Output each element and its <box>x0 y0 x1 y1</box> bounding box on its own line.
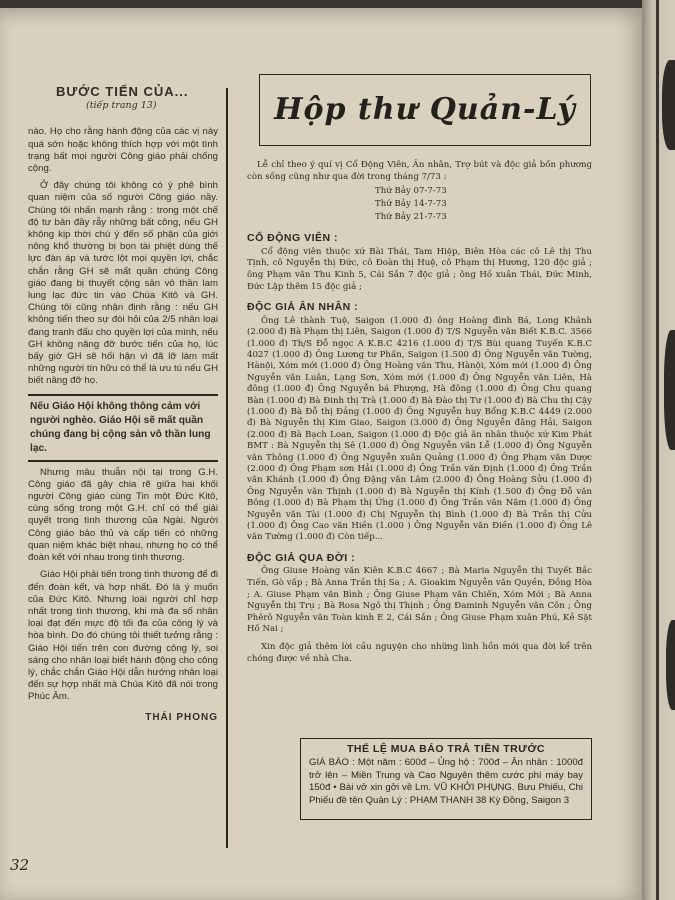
adjacent-page-edge <box>642 0 675 900</box>
subscription-box-text: GIÁ BÁO : Một năm : 600đ – Ủng hộ : 700đ – Ân nhân : 1000đ trở lên – Miền Trung và Cao Nguyên thêm cước phí máy bay 150đ • Bài vở xin gởi về Lm. VŨ KHỞI PHỤNG. Bưu Phiếu, Chi Phiếu đề tên Quản Lý : PHẠM THANH 38 Kỳ Đồng, Saigon 3 <box>309 757 583 806</box>
adjacent-page-illustration <box>664 330 675 450</box>
column-divider <box>226 88 228 848</box>
magazine-page <box>0 8 642 900</box>
section-text-benefactors: Ông Lê thành Tuệ, Saigon (1.000 đ) ông Hoàng đình Bá, Long Khánh (2.000 đ) Bà Phạm thị Liên, Saigon (1.000 đ) T/S Nguyễn văn Biết K.B.C. 3566 (1.000 đ) Th/S Đỗ ngọc A K.B.C 4216 (1.000 đ) T/S Bùi quang Tuyến K.B.C 4027 (1.000 đ) Ông Lương tư Phấn, Saigon (1.500 đ) Ông Nguyễn văn Tường, Hànội, Xóm mới (1.000 đ) Ông Hoàng văn Thu, Hànội, Xóm mới (1.000 đ) Ông Nguyễn văn Luân, Lạng Sơn, Xóm mới (1.000 đ) Ông Nguyễn văn Liên, Hà đông (1.000 đ) Ông Nguyễn bá Phượng, Hà đông (1.000 đ) Ông Chu quang Bàn (1.000 đ) Bà Đinh thị Trà (1.000 đ) Bà Đào thị Tư (1.000 đ) Bà Chu thị Cậy (1.000 đ) Bà Đỗ thị Đảng (1.000 đ) Ông Nguyễn huy Bổng K.B.C 4449 (2.000 đ) Bà Nguyễn thị Kim Giao, Saigon (3.000 đ) Ông Nguyễn đăng Hải, Saigon (2.000 đ) Bà Bạch Loan, Saigon (1.000 đ) Độc giả ân nhân thuộc xứ Kim Phát BMT : Bà Nguyễn thị Sê (1.000 đ) Ông Nguyễn văn Lễ (1.000 đ) Ông Nguyễn văn Thông (1.000 đ) Ông Nguyễn xuân Quảng (1.000 đ) Ông Phạm văn Dược (2.000 đ) Ông Phạm sơn Hải (1.000 đ) Ông Trần văn Định (1.000 đ) Ông Trần văn Khánh (1.000 đ) Ông Đặng văn Lâm (2.000 đ) Ông Hoàng Sửu (1.000 đ) Ông Nguyễn văn Thịnh (1.000 đ) Bà Nguyễn thị Kính (1.500 đ) Ông Đỗ văn Bông (1.000 đ) Bà Phạm thị Ứng (1.000 đ) Ông Trần văn Năm (1.000 đ) Ông Nguyễn văn Tài (1.000 đ) Chị Nguyễn thị Bình (1.000 đ) Bà Trần thị Cửu (1.000 đ) Ông Cao văn Hiền (1.000 ) Ông Nguyễn văn Điền (1.000 đ) Ông Lê văn Tường (1.000 đ) Còn tiếp... <box>247 315 592 543</box>
closing-prayer-text: Xin độc giả thêm lời cầu nguyện cho những linh hồn mới qua đời kể trên chóng được về nhà Cha. <box>247 642 592 664</box>
page-number: 32 <box>10 856 30 874</box>
subscription-box-title: THỂ LỆ MUA BÁO TRẢ TIỀN TRƯỚC <box>346 743 546 755</box>
section-title-benefactors: ĐỘC GIẢ ÂN NHÂN : <box>247 301 359 314</box>
left-paragraph-3: Nhưng mâu thuẫn nội tại trong G.H. Công giáo đã gây chia rẽ giữa hai khối người Công giáo cùng Tin một Đức Kitô, cùng sống trong một G.H. chỉ có thể giải quyết trong tình thương của Ngài. Người Công giáo bảo thủ và cấp tiến có những quan niệm khác biệt nhau, nhưng họ có thể đoàn kết với nhau trong tình thương. <box>28 466 218 564</box>
right-article-header-box <box>259 74 591 146</box>
adjacent-page-illustration <box>666 620 675 710</box>
mass-dates <box>375 185 592 224</box>
adjacent-page-rule <box>656 0 659 900</box>
left-article-subtitle: (tiếp trang 13) <box>86 100 157 112</box>
mass-date: Thứ Bảy 14-7-73 <box>375 199 447 210</box>
left-article-title: BƯỚC TIẾN CỦA... <box>56 84 189 99</box>
adjacent-page-illustration <box>662 60 675 150</box>
mass-date: Thứ Bảy 21-7-73 <box>375 212 447 223</box>
left-paragraph-2: Ở đây chúng tôi không có ý phê bình quan niệm của số người Công giáo nầy. Chúng tôi nhấn mạnh rằng : trong một chế độ tư bản đầy rẫy những bất công, nếu GH không kịp thời chú ý đến số phận của giới nông khổ thường bị bọn tài phiệt dùng thế lực đàn áp và tước lột mọi quyền lợi, chắc chắn rằng GH sẽ mất quần chúng Công giáo đang bị thuyết cộng sản vô thần lam lung lạc đức tin vào Chúa Kitô và GH. Chúng tôi cũng nhận định rằng : nếu GH không tiến theo sự đòi hỏi của 2/5 nhân loại đang tranh đấu cho quyền lợi của mình, nếu GH không năng đỡ bước tiến của họ, lúc bấy giờ GH sẽ hối hận vì đã lỡ làm mất những người tín hữu có thể là ưu tú nếu GH biết nâng đỡ họ. <box>28 180 218 387</box>
right-article <box>247 74 592 665</box>
mass-date: Thứ Bảy 07-7-73 <box>375 186 447 197</box>
section-title-deceased: ĐỘC GIẢ QUA ĐỜI : <box>247 551 356 564</box>
section-title-promoters: CỔ ĐỘNG VIÊN : <box>247 232 339 245</box>
section-text-promoters: Cổ động viên thuộc xứ Bài Thái, Tam Hiệp, Biên Hòa các cô Lê thị Thu Tịnh, cô Nguyễn thị Đức, cô Đoàn thị Huệ, cô Phạm thị Hương, 120 độc giả ; ông Phạm văn Thu Kinh 5, Cái Sắn 7 độc giả ; ông Hồ xuân Thái, Đức Minh, Đức Lập thêm 15 độc giả ; <box>247 246 592 292</box>
intro-text: Lễ chỉ theo ý quí vị Cổ Động Viên, Ân nhân, Trợ bút và độc giả bốn phương còn sống cũng như qua đời trong tháng 7/73 : <box>247 160 592 182</box>
right-article-title: Hộp thư Quản-Lý <box>274 92 576 128</box>
author-signature: THÁI PHONG <box>145 711 218 723</box>
left-paragraph-1: nào. Họ cho rằng hành động của các vị này quá sớn hoặc không thích hợp với một tình trạng bất mọi người Công giáo phải chống cộng. <box>28 126 218 175</box>
boxed-quote: Nếu Giáo Hội không thông cảm với người nghèo. Giáo Hội sẽ mất quần chúng đang bị cộng sản vô thần lung lạc. <box>28 394 218 462</box>
subscription-box <box>300 738 592 820</box>
left-article <box>28 86 218 729</box>
section-text-deceased: Ông Giuse Hoàng văn Kiên K.B.C 4667 ; Bà Maria Nguyễn thị Tuyết Bắc Tiến, Gò vấp ; Bà Anna Trần thị Sa ; A. Gioakim Nguyễn văn Quyền, Đồng Hòa ; A. Giuse Phạm văn Bình ; Ông Giuse Phạm văn Chiến, Xóm Mới ; Bà Anna Nguyễn thị Trụ ; Bà Rosa Ngô thị Thịnh ; Ông Đaminh Nguyễn văn Côn ; Ông Phêrô Nguyễn văn Toàn kinh E 2, Cái Sắn ; Ông Giuse Phạm xuân Phú, Kẻ Sặt Hố Nai ; <box>247 566 592 635</box>
left-paragraph-4: Giáo Hội phải tiến trong tình thương để đi đến đoàn kết, và hợp nhất. Đó là ý muốn của Đức Kitô. Nhưng loài người chỉ hợp nhất trong tình thương, khi mà đa số nhân loại đạt đến mực độ tối đa của công lý và hòa bình. Do đó chúng tôi thiết tưởng rằng : Giáo Hội tiến trên con đường công lý, soi sáng cho nhân loại biết hành động cho công lý, chắc chắn Giáo Hội dẫn hướng nhân loại đến sự hợp nhất mà Chúa Kitô đã nói trong Phúc Âm. <box>28 569 218 703</box>
